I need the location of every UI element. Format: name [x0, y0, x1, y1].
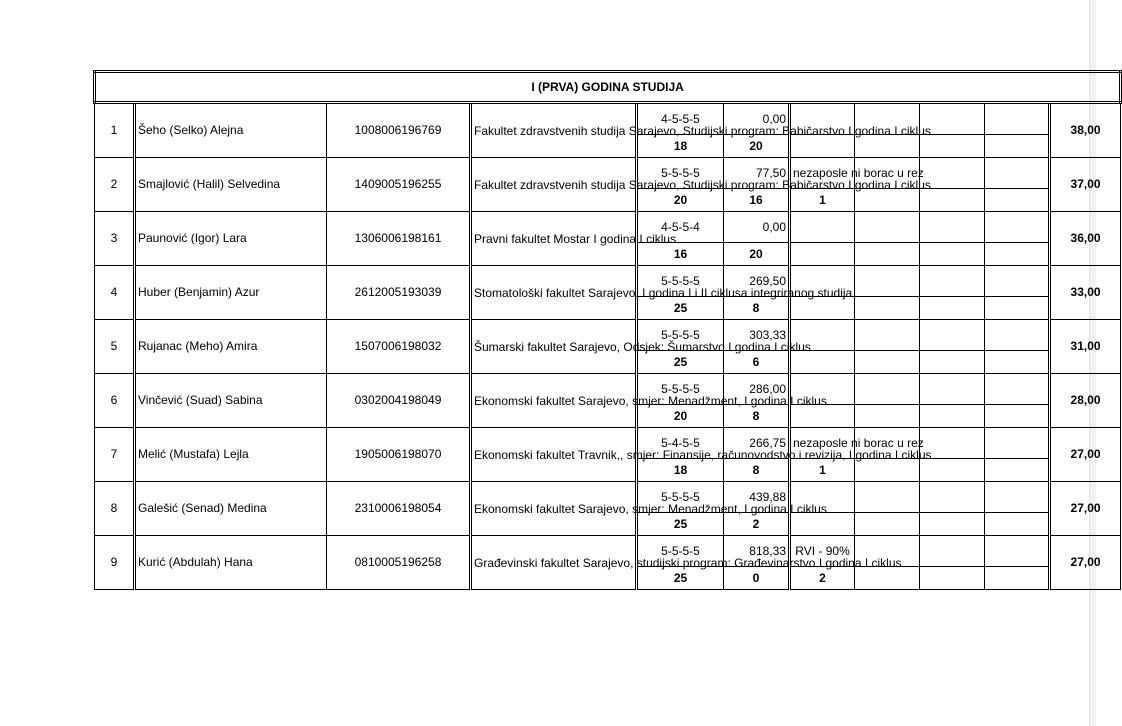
- income-points: 8: [724, 459, 790, 482]
- student-name: Melić (Mustafa) Lejla: [135, 428, 327, 482]
- social-points: [790, 351, 855, 374]
- student-name: Huber (Benjamin) Azur: [135, 266, 327, 320]
- empty-cell: [855, 320, 920, 351]
- empty-cell: [920, 266, 985, 297]
- social-points: 2: [790, 567, 855, 590]
- faculty-program: Pravni fakultet Mostar I godina I ciklus: [471, 212, 637, 266]
- empty-cell: [920, 212, 985, 243]
- empty-cell: [985, 482, 1050, 513]
- empty-cell: [920, 567, 985, 590]
- empty-cell: [855, 405, 920, 428]
- social-note-text: nezaposle ni borac u rez: [793, 436, 924, 450]
- student-name: Galešić (Senad) Medina: [135, 482, 327, 536]
- grade-points: 20: [637, 405, 724, 428]
- empty-cell: [985, 374, 1050, 405]
- faculty-program: Fakultet zdravstvenih studija Sarajevo, Studijski program: Babičarstvo I godina I ciklus: [471, 103, 637, 158]
- row-number: 1: [95, 103, 135, 158]
- empty-cell: [920, 320, 985, 351]
- empty-cell: [920, 374, 985, 405]
- jmbg: 1409005196255: [327, 158, 471, 212]
- empty-cell: [985, 320, 1050, 351]
- jmbg: 0302004198049: [327, 374, 471, 428]
- income-points: 8: [724, 297, 790, 320]
- total-points: 36,00: [1050, 212, 1121, 266]
- empty-cell: [985, 428, 1050, 459]
- social-points: 1: [790, 189, 855, 212]
- income-amount: 0,00: [724, 103, 790, 135]
- income-points: 16: [724, 189, 790, 212]
- empty-cell: [855, 243, 920, 266]
- jmbg: 1008006196769: [327, 103, 471, 158]
- row-number: 2: [95, 158, 135, 212]
- empty-cell: [920, 513, 985, 536]
- table-row: [95, 482, 1121, 513]
- table-row: [95, 536, 1121, 567]
- faculty-program: Šumarski fakultet Sarajevo, Odsjek: Šumarstvo I godina I ciklus: [471, 320, 637, 374]
- social-note-text: nezaposle ni borac u rez: [793, 166, 924, 180]
- empty-cell: [985, 351, 1050, 374]
- student-name: Paunović (Igor) Lara: [135, 212, 327, 266]
- empty-cell: [920, 405, 985, 428]
- grade-points: 25: [637, 513, 724, 536]
- grade-points: 18: [637, 459, 724, 482]
- income-amount: 303,33: [724, 320, 790, 351]
- empty-cell: [855, 482, 920, 513]
- empty-cell: [985, 297, 1050, 320]
- income-points: 20: [724, 243, 790, 266]
- income-amount: 286,00: [724, 374, 790, 405]
- table-row: [95, 266, 1121, 297]
- empty-cell: [985, 135, 1050, 158]
- ranking-table: [93, 70, 1122, 590]
- empty-cell: [855, 459, 920, 482]
- empty-cell: [985, 513, 1050, 536]
- empty-cell: [855, 266, 920, 297]
- income-points: 20: [724, 135, 790, 158]
- empty-cell: [985, 103, 1050, 135]
- table-row: [95, 428, 1121, 459]
- empty-cell: [920, 482, 985, 513]
- row-number: 4: [95, 266, 135, 320]
- jmbg: 0810005196258: [327, 536, 471, 590]
- total-points: 33,00: [1050, 266, 1121, 320]
- grade-points: 25: [637, 567, 724, 590]
- empty-cell: [920, 297, 985, 320]
- grade-points: 20: [637, 189, 724, 212]
- empty-cell: [855, 351, 920, 374]
- grades: 5-5-5-5: [637, 266, 724, 297]
- income-amount: 0,00: [724, 212, 790, 243]
- income-amount: 266,75: [724, 428, 790, 459]
- row-number: 6: [95, 374, 135, 428]
- total-points: 27,00: [1050, 536, 1121, 590]
- income-amount: 818,33: [724, 536, 790, 567]
- student-name: Šeho (Selko) Alejna: [135, 103, 327, 158]
- faculty-program: Građevinski fakultet Sarajevo, studijski program: Građevinarstvo I godina I ciklus: [471, 536, 637, 590]
- empty-cell: [855, 297, 920, 320]
- income-points: 0: [724, 567, 790, 590]
- empty-cell: [985, 405, 1050, 428]
- row-number: 9: [95, 536, 135, 590]
- student-name: Kurić (Abdulah) Hana: [135, 536, 327, 590]
- empty-cell: [985, 459, 1050, 482]
- total-points: 27,00: [1050, 428, 1121, 482]
- faculty-program: Stomatološki fakultet Sarajevo. I godina I i II ciklusa integriranog studija: [471, 266, 637, 320]
- table-row: [95, 103, 1121, 135]
- faculty-program: Ekonomski fakultet Travnik,, smjer: Finansije, računovodstvo i revizija, I godina I ciklus: [471, 428, 637, 482]
- total-points: 31,00: [1050, 320, 1121, 374]
- jmbg: 1507006198032: [327, 320, 471, 374]
- empty-cell: [920, 536, 985, 567]
- empty-cell: [920, 243, 985, 266]
- row-number: 3: [95, 212, 135, 266]
- grade-points: 25: [637, 351, 724, 374]
- social-note-text: RVI - 90%: [795, 544, 850, 558]
- faculty-program: Ekonomski fakultet Sarajevo, smjer: Menadžment, I godina I ciklus: [471, 482, 637, 536]
- empty-cell: [985, 189, 1050, 212]
- income-amount: 269,50: [724, 266, 790, 297]
- table-row: [95, 158, 1121, 189]
- table-row: [95, 212, 1121, 243]
- empty-cell: [920, 459, 985, 482]
- social-points: [790, 135, 855, 158]
- social-points: [790, 297, 855, 320]
- grade-points: 18: [637, 135, 724, 158]
- empty-cell: [985, 158, 1050, 189]
- grades: 5-5-5-5: [637, 374, 724, 405]
- total-points: 28,00: [1050, 374, 1121, 428]
- row-number: 8: [95, 482, 135, 536]
- social-note: [790, 212, 855, 243]
- row-number: 7: [95, 428, 135, 482]
- income-points: 6: [724, 351, 790, 374]
- grades: 5-5-5-5: [637, 536, 724, 567]
- faculty-program: Ekonomski fakultet Sarajevo, smjer: Menadžment, I godina I ciklus: [471, 374, 637, 428]
- total-points: 38,00: [1050, 103, 1121, 158]
- total-points: 27,00: [1050, 482, 1121, 536]
- grades: 5-5-5-5: [637, 482, 724, 513]
- empty-cell: [855, 212, 920, 243]
- social-points: [790, 405, 855, 428]
- grade-points: 16: [637, 243, 724, 266]
- income-points: 8: [724, 405, 790, 428]
- empty-cell: [855, 189, 920, 212]
- jmbg: 2612005193039: [327, 266, 471, 320]
- grades: 4-5-5-5: [637, 103, 724, 135]
- empty-cell: [985, 266, 1050, 297]
- empty-cell: [855, 567, 920, 590]
- grade-points: 25: [637, 297, 724, 320]
- grades: 5-5-5-5: [637, 158, 724, 189]
- empty-cell: [985, 243, 1050, 266]
- jmbg: 1905006198070: [327, 428, 471, 482]
- jmbg: 2310006198054: [327, 482, 471, 536]
- total-points: 37,00: [1050, 158, 1121, 212]
- empty-cell: [855, 513, 920, 536]
- faculty-program: Fakultet zdravstvenih studija Sarajevo, Studijski program: Babičarstvo I godina I ciklus: [471, 158, 637, 212]
- social-points: [790, 513, 855, 536]
- empty-cell: [855, 374, 920, 405]
- table-row: [95, 374, 1121, 405]
- income-points: 2: [724, 513, 790, 536]
- grades: 5-4-5-5: [637, 428, 724, 459]
- jmbg: 1306006198161: [327, 212, 471, 266]
- grades: 4-5-5-4: [637, 212, 724, 243]
- student-name: Vinčević (Suad) Sabina: [135, 374, 327, 428]
- social-points: 1: [790, 459, 855, 482]
- table-row: [95, 320, 1121, 351]
- student-name: Smajlović (Halil) Selvedina: [135, 158, 327, 212]
- row-number: 5: [95, 320, 135, 374]
- empty-cell: [920, 135, 985, 158]
- student-name: Rujanac (Meho) Amira: [135, 320, 327, 374]
- empty-cell: [985, 567, 1050, 590]
- empty-cell: [920, 189, 985, 212]
- empty-cell: [985, 212, 1050, 243]
- section-title: I (PRVA) GODINA STUDIJA: [95, 72, 1121, 103]
- income-amount: 77,50: [724, 158, 790, 189]
- income-amount: 439,88: [724, 482, 790, 513]
- grades: 5-5-5-5: [637, 320, 724, 351]
- empty-cell: [920, 351, 985, 374]
- empty-cell: [855, 135, 920, 158]
- empty-cell: [985, 536, 1050, 567]
- social-points: [790, 243, 855, 266]
